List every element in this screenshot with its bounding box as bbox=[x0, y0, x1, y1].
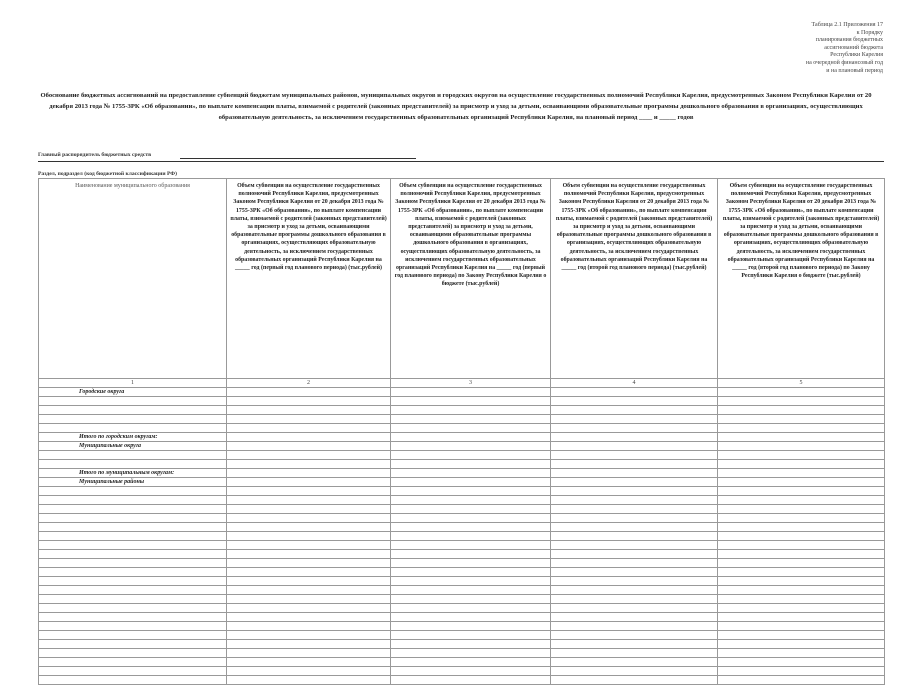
value-cell bbox=[391, 451, 551, 460]
value-cell bbox=[391, 514, 551, 523]
value-cell bbox=[227, 586, 391, 595]
value-cell bbox=[391, 505, 551, 514]
value-cell bbox=[718, 406, 885, 415]
value-cell bbox=[551, 478, 718, 487]
value-cell bbox=[391, 433, 551, 442]
value-cell bbox=[391, 424, 551, 433]
column-number: 5 bbox=[718, 379, 885, 388]
column-header-volume-year2-law: Объем субвенции на осуществление государственных полномочий Республики Карелия, предусмотренных Законом Республики Карелия от 20 декабря 2013 года № 1755-ЗРК «Об образовании», по выплате компенсации платы, взимаемой с родителей (законных представителей) за присмотр и уход за детьми, осваивающими образовательные программы дошкольного образования в организациях, осуществляющих образовательную деятельность, за исключением государственных образовательных организаций Республики Карелия на _____ год (второй год планового периода) по Закону Республики Карелия о бюджете (тыс.рублей) bbox=[718, 179, 885, 379]
value-cell bbox=[551, 460, 718, 469]
value-cell bbox=[718, 478, 885, 487]
value-cell bbox=[391, 658, 551, 667]
value-cell bbox=[718, 613, 885, 622]
value-cell bbox=[227, 532, 391, 541]
corner-note-line: на очередной финансовый год bbox=[805, 59, 883, 66]
main-manager-label: Главный распорядитель бюджетных средств bbox=[38, 152, 152, 158]
table-row bbox=[39, 397, 885, 406]
table-row bbox=[39, 676, 885, 685]
value-cell bbox=[227, 595, 391, 604]
value-cell bbox=[227, 415, 391, 424]
table-row bbox=[39, 469, 885, 478]
value-cell bbox=[227, 649, 391, 658]
value-cell bbox=[391, 676, 551, 685]
municipality-cell bbox=[39, 460, 227, 469]
value-cell bbox=[391, 523, 551, 532]
municipality-cell bbox=[39, 397, 227, 406]
municipality-cell bbox=[39, 577, 227, 586]
table-row bbox=[39, 424, 885, 433]
table-row bbox=[39, 532, 885, 541]
value-cell bbox=[227, 577, 391, 586]
value-cell bbox=[718, 541, 885, 550]
value-cell bbox=[391, 541, 551, 550]
value-cell bbox=[391, 631, 551, 640]
municipality-cell bbox=[39, 523, 227, 532]
value-cell bbox=[551, 505, 718, 514]
corner-note-line: к Порядку bbox=[856, 29, 883, 36]
value-cell bbox=[718, 658, 885, 667]
value-cell bbox=[551, 559, 718, 568]
value-cell bbox=[227, 622, 391, 631]
value-cell bbox=[718, 577, 885, 586]
value-cell bbox=[551, 640, 718, 649]
value-cell bbox=[718, 595, 885, 604]
value-cell bbox=[227, 523, 391, 532]
table-row bbox=[39, 451, 885, 460]
table-row bbox=[39, 487, 885, 496]
value-cell bbox=[551, 667, 718, 676]
value-cell bbox=[551, 442, 718, 451]
value-cell bbox=[718, 487, 885, 496]
table-row bbox=[39, 460, 885, 469]
municipality-cell bbox=[39, 676, 227, 685]
value-cell bbox=[391, 577, 551, 586]
value-cell bbox=[227, 460, 391, 469]
table-row bbox=[39, 415, 885, 424]
value-cell bbox=[718, 676, 885, 685]
value-cell bbox=[391, 640, 551, 649]
municipality-cell bbox=[39, 559, 227, 568]
municipality-cell bbox=[39, 604, 227, 613]
value-cell bbox=[227, 388, 391, 397]
value-cell bbox=[718, 559, 885, 568]
value-cell bbox=[227, 505, 391, 514]
corner-note-line: и на плановый период bbox=[826, 67, 883, 74]
value-cell bbox=[227, 451, 391, 460]
table-row bbox=[39, 505, 885, 514]
value-cell bbox=[718, 640, 885, 649]
table-row bbox=[39, 442, 885, 451]
column-number: 2 bbox=[227, 379, 391, 388]
municipality-cell bbox=[39, 487, 227, 496]
municipality-cell bbox=[39, 451, 227, 460]
table-row bbox=[39, 631, 885, 640]
municipality-cell bbox=[39, 595, 227, 604]
municipality-cell: Муниципальные районы bbox=[39, 478, 227, 487]
table-row bbox=[39, 523, 885, 532]
table-row bbox=[39, 568, 885, 577]
municipality-cell bbox=[39, 424, 227, 433]
value-cell bbox=[391, 550, 551, 559]
value-cell bbox=[718, 586, 885, 595]
value-cell bbox=[391, 469, 551, 478]
corner-note-line: планирования бюджетных bbox=[815, 37, 883, 44]
value-cell bbox=[391, 604, 551, 613]
municipality-cell bbox=[39, 667, 227, 676]
value-cell bbox=[551, 451, 718, 460]
municipality-cell: Городские округа bbox=[39, 388, 227, 397]
value-cell bbox=[227, 397, 391, 406]
table-row bbox=[39, 559, 885, 568]
table-row bbox=[39, 613, 885, 622]
value-cell bbox=[718, 442, 885, 451]
value-cell bbox=[551, 487, 718, 496]
value-cell bbox=[391, 586, 551, 595]
corner-note bbox=[683, 22, 883, 75]
column-header-volume-year1: Объем субвенции на осуществление государственных полномочий Республики Карелия, предусмотренных Законом Республики Карелия от 20 декабря 2013 года № 1755-ЗРК «Об образовании», по выплате компенсации платы, взимаемой с родителей (законных представителей) за присмотр и уход за детьми, осваивающими образовательные программы дошкольного образования в организациях, осуществляющих образовательную деятельность, за исключением государственных образовательных организаций Республики Карелия на _____ год (первый год планового периода) (тыс.рублей) bbox=[227, 179, 391, 379]
value-cell bbox=[551, 415, 718, 424]
municipality-cell bbox=[39, 496, 227, 505]
value-cell bbox=[391, 478, 551, 487]
value-cell bbox=[718, 433, 885, 442]
value-cell bbox=[227, 550, 391, 559]
municipality-cell bbox=[39, 640, 227, 649]
table-row bbox=[39, 586, 885, 595]
municipality-cell bbox=[39, 649, 227, 658]
value-cell bbox=[718, 424, 885, 433]
value-cell bbox=[718, 415, 885, 424]
value-cell bbox=[227, 541, 391, 550]
value-cell bbox=[718, 550, 885, 559]
municipality-cell bbox=[39, 631, 227, 640]
column-number-row bbox=[39, 379, 885, 388]
municipality-cell bbox=[39, 415, 227, 424]
municipality-cell: Итого по городским округам: bbox=[39, 433, 227, 442]
value-cell bbox=[551, 532, 718, 541]
municipality-cell bbox=[39, 658, 227, 667]
value-cell bbox=[718, 469, 885, 478]
municipality-cell bbox=[39, 406, 227, 415]
divider-line bbox=[38, 161, 884, 162]
value-cell bbox=[718, 505, 885, 514]
value-cell bbox=[551, 496, 718, 505]
table-row bbox=[39, 478, 885, 487]
corner-note-line: ассигнований бюджета bbox=[824, 44, 883, 51]
table-row bbox=[39, 388, 885, 397]
municipality-cell bbox=[39, 532, 227, 541]
value-cell bbox=[551, 550, 718, 559]
municipality-cell bbox=[39, 550, 227, 559]
table-row bbox=[39, 667, 885, 676]
value-cell bbox=[227, 640, 391, 649]
value-cell bbox=[391, 442, 551, 451]
table-row bbox=[39, 595, 885, 604]
value-cell bbox=[391, 415, 551, 424]
value-cell bbox=[718, 622, 885, 631]
value-cell bbox=[227, 406, 391, 415]
column-header-volume-year1-law: Объем субвенции на осуществление государственных полномочий Республики Карелия, предусмотренных Законом Республики Карелия от 20 декабря 2013 года № 1755-ЗРК «Об образовании», по выплате компенсации платы, взимаемой с родителей (законных представителей) за присмотр и уход за детьми, осваивающими образовательные программы дошкольного образования в организациях, осуществляющих образовательную деятельность, за исключением государственных образовательных организаций Республики Карелия на _____ год (первый год планового периода) по Закону Республики Карелия о бюджете (тыс.рублей) bbox=[391, 179, 551, 379]
value-cell bbox=[718, 460, 885, 469]
table-row bbox=[39, 433, 885, 442]
value-cell bbox=[551, 613, 718, 622]
value-cell bbox=[227, 433, 391, 442]
value-cell bbox=[718, 649, 885, 658]
value-cell bbox=[227, 676, 391, 685]
table-row bbox=[39, 550, 885, 559]
municipality-cell bbox=[39, 568, 227, 577]
value-cell bbox=[391, 559, 551, 568]
municipality-cell: Муниципальные округа bbox=[39, 442, 227, 451]
table-row bbox=[39, 640, 885, 649]
main-manager-underline bbox=[180, 158, 416, 159]
subvention-table bbox=[38, 178, 885, 685]
value-cell bbox=[227, 442, 391, 451]
municipality-cell bbox=[39, 613, 227, 622]
value-cell bbox=[227, 658, 391, 667]
table-row bbox=[39, 658, 885, 667]
municipality-cell bbox=[39, 505, 227, 514]
table-row bbox=[39, 649, 885, 658]
value-cell bbox=[551, 595, 718, 604]
table-row bbox=[39, 577, 885, 586]
municipality-cell bbox=[39, 541, 227, 550]
value-cell bbox=[227, 568, 391, 577]
value-cell bbox=[227, 559, 391, 568]
value-cell bbox=[227, 478, 391, 487]
table-row bbox=[39, 622, 885, 631]
value-cell bbox=[227, 604, 391, 613]
value-cell bbox=[391, 649, 551, 658]
value-cell bbox=[391, 496, 551, 505]
municipality-cell: Итого по муниципальным округам: bbox=[39, 469, 227, 478]
value-cell bbox=[718, 388, 885, 397]
value-cell bbox=[227, 631, 391, 640]
municipality-cell bbox=[39, 514, 227, 523]
value-cell bbox=[391, 388, 551, 397]
value-cell bbox=[227, 496, 391, 505]
value-cell bbox=[551, 514, 718, 523]
document-title: Обоснование бюджетных ассигнований на предоставление субвенций бюджетам муниципальных районов, муниципальных округов и городских округов на осуществление государственных полномочий Республики Карелия, предусмотренных Законом Республики Карелия от 20 декабря 2013 года № 1755-ЗРК «Об образовании», по выплате компенсации платы, взимаемой с родителей (законных представителей) за присмотр и уход за детьми, осваивающими образовательные программы дошкольного образования в организациях, осуществляющих образовательную деятельность, за исключением государственных образовательных организаций Республики Карелия, на плановый период ____ и _____ годов bbox=[40, 92, 872, 121]
table-row bbox=[39, 604, 885, 613]
value-cell bbox=[227, 514, 391, 523]
value-cell bbox=[718, 532, 885, 541]
value-cell bbox=[391, 622, 551, 631]
value-cell bbox=[227, 487, 391, 496]
value-cell bbox=[551, 397, 718, 406]
section-label: Раздел, подраздел (код бюджетной классификации РФ) bbox=[38, 171, 177, 177]
value-cell bbox=[227, 613, 391, 622]
value-cell bbox=[551, 577, 718, 586]
value-cell bbox=[551, 523, 718, 532]
value-cell bbox=[551, 631, 718, 640]
value-cell bbox=[551, 586, 718, 595]
value-cell bbox=[718, 568, 885, 577]
value-cell bbox=[227, 667, 391, 676]
value-cell bbox=[551, 676, 718, 685]
value-cell bbox=[227, 424, 391, 433]
value-cell bbox=[391, 568, 551, 577]
value-cell bbox=[391, 397, 551, 406]
column-number: 1 bbox=[39, 379, 227, 388]
value-cell bbox=[391, 487, 551, 496]
value-cell bbox=[391, 532, 551, 541]
column-number: 4 bbox=[551, 379, 718, 388]
corner-note-line: Таблица 2.1 Приложения 17 bbox=[811, 22, 883, 28]
value-cell bbox=[551, 649, 718, 658]
value-cell bbox=[718, 496, 885, 505]
value-cell bbox=[391, 667, 551, 676]
table-row bbox=[39, 541, 885, 550]
table-row bbox=[39, 406, 885, 415]
municipality-cell bbox=[39, 622, 227, 631]
value-cell bbox=[718, 397, 885, 406]
value-cell bbox=[551, 541, 718, 550]
value-cell bbox=[551, 433, 718, 442]
value-cell bbox=[551, 406, 718, 415]
value-cell bbox=[718, 631, 885, 640]
municipality-cell bbox=[39, 586, 227, 595]
value-cell bbox=[718, 451, 885, 460]
value-cell bbox=[551, 469, 718, 478]
table-row bbox=[39, 496, 885, 505]
value-cell bbox=[551, 622, 718, 631]
value-cell bbox=[551, 388, 718, 397]
value-cell bbox=[551, 658, 718, 667]
value-cell bbox=[391, 460, 551, 469]
column-number: 3 bbox=[391, 379, 551, 388]
corner-note-line: Республики Карелия bbox=[830, 52, 883, 59]
value-cell bbox=[551, 604, 718, 613]
column-header-volume-year2: Объем субвенции на осуществление государственных полномочий Республики Карелия, предусмотренных Законом Республики Карелия от 20 декабря 2013 года № 1755-ЗРК «Об образовании», по выплате компенсации платы, взимаемой с родителей (законных представителей) за присмотр и уход за детьми, осваивающими образовательные программы дошкольного образования в организациях, осуществляющих образовательную деятельность, за исключением государственных образовательных организаций Республики Карелия на _____ год (второй год планового периода) (тыс.рублей) bbox=[551, 179, 718, 379]
value-cell bbox=[391, 613, 551, 622]
value-cell bbox=[718, 523, 885, 532]
column-header-municipality: Наименование муниципального образования bbox=[39, 179, 227, 379]
value-cell bbox=[551, 568, 718, 577]
value-cell bbox=[391, 406, 551, 415]
table-row bbox=[39, 514, 885, 523]
value-cell bbox=[718, 667, 885, 676]
value-cell bbox=[718, 604, 885, 613]
value-cell bbox=[391, 595, 551, 604]
value-cell bbox=[551, 424, 718, 433]
value-cell bbox=[718, 514, 885, 523]
value-cell bbox=[227, 469, 391, 478]
